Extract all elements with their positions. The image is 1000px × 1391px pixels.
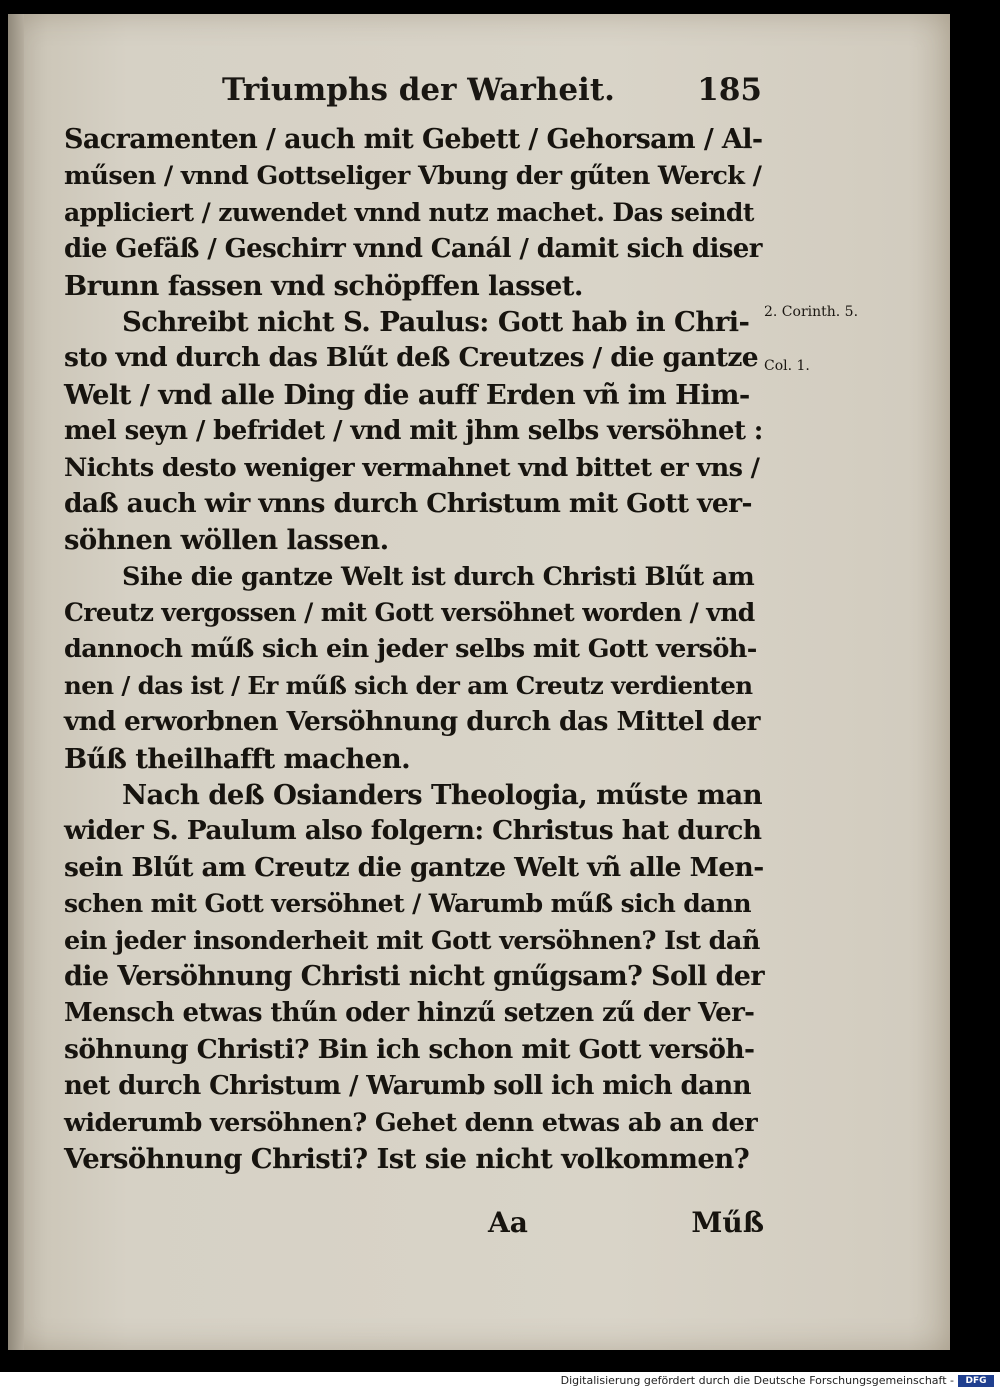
text-line: söhnen wöllen lassen. bbox=[64, 524, 389, 557]
page-number: 185 bbox=[697, 72, 762, 108]
text-line: Mensch etwas thűn oder hinzű setzen zű der Ver- bbox=[64, 998, 755, 1029]
text-line: söhnung Christi? Bin ich schon mit Gott versöh- bbox=[64, 1033, 755, 1065]
text-line: sein Blűt am Creutz die gantze Welt vñ alle Men- bbox=[64, 851, 764, 883]
text-line: Versöhnung Christi? Ist sie nicht volkommen? bbox=[64, 1142, 750, 1175]
text-line: mel seyn / befridet / vnd mit jhm selbs versöhnet : bbox=[64, 416, 763, 447]
text-line: dannoch műß sich ein jeder selbs mit Gott versöh- bbox=[64, 634, 757, 665]
catchword: Műß bbox=[691, 1206, 764, 1239]
margin-note-corinth: 2. Corinth. 5. bbox=[764, 304, 859, 320]
text-line: Schreibt nicht S. Paulus: Gott hab in Chri- bbox=[122, 305, 750, 338]
text-line: Nichts desto weniger vermahnet vnd bittet er vns / bbox=[64, 452, 760, 483]
text-line: Brunn fassen vnd schöpffen lasset. bbox=[64, 269, 583, 302]
text-line: sto vnd durch das Blűt deß Creutzes / die gantze bbox=[64, 342, 759, 374]
body-text bbox=[64, 122, 764, 1177]
text-line: daß auch wir vnns durch Christum mit Gott ver- bbox=[64, 487, 752, 519]
text-line: Bűß theilhafft machen. bbox=[64, 742, 411, 775]
text-line: Creutz vergossen / mit Gott versöhnet worden / vnd bbox=[64, 598, 755, 628]
page-binding-edge bbox=[8, 14, 24, 1350]
text-line: Nach deß Osianders Theologia, műste man bbox=[122, 779, 763, 812]
footer-bar bbox=[0, 1372, 1000, 1391]
text-line: die Gefäß / Geschirr vnnd Canál / damit sich diser bbox=[64, 234, 762, 265]
text-line: Welt / vnd alle Ding die auff Erden vñ im Him- bbox=[64, 378, 750, 411]
text-line: ein jeder insonderheit mit Gott versöhnen? Ist dañ bbox=[64, 925, 760, 956]
text-line: appliciert / zuwendet vnnd nutz machet. Das seindt bbox=[64, 197, 754, 227]
text-line: vnd erworbnen Versöhnung durch das Mittel der bbox=[64, 706, 760, 738]
text-line: műsen / vnnd Gottseliger Vbung der gűten Werck / bbox=[64, 161, 762, 192]
text-line: Sacramenten / auch mit Gebett / Gehorsam / Al- bbox=[64, 124, 763, 155]
text-line: Sihe die gantze Welt ist durch Christi Blűt am bbox=[122, 561, 755, 592]
catchline bbox=[488, 1206, 764, 1242]
footer-credit: Digitalisierung gefördert durch die Deutsche Forschungsgemeinschaft - bbox=[560, 1374, 954, 1387]
text-line: die Versöhnung Christi nicht gnűgsam? Soll der bbox=[64, 960, 764, 992]
running-header bbox=[222, 72, 762, 116]
text-line: widerumb versöhnen? Gehet denn etwas ab an der bbox=[64, 1107, 758, 1138]
text-line: net durch Christum / Warumb soll ich mich dann bbox=[64, 1071, 751, 1102]
text-line: nen / das ist / Er műß sich der am Creutz verdienten bbox=[64, 670, 753, 700]
margin-note-col: Col. 1. bbox=[764, 358, 810, 374]
running-title: Triumphs der Warheit. bbox=[222, 72, 615, 108]
signature-mark: Aa bbox=[488, 1206, 528, 1239]
text-line: schen mit Gott versöhnet / Warumb műß sich dann bbox=[64, 889, 751, 919]
text-line: wider S. Paulum also folgern: Christus hat durch bbox=[64, 815, 762, 847]
dfg-logo: DFG bbox=[958, 1375, 994, 1387]
